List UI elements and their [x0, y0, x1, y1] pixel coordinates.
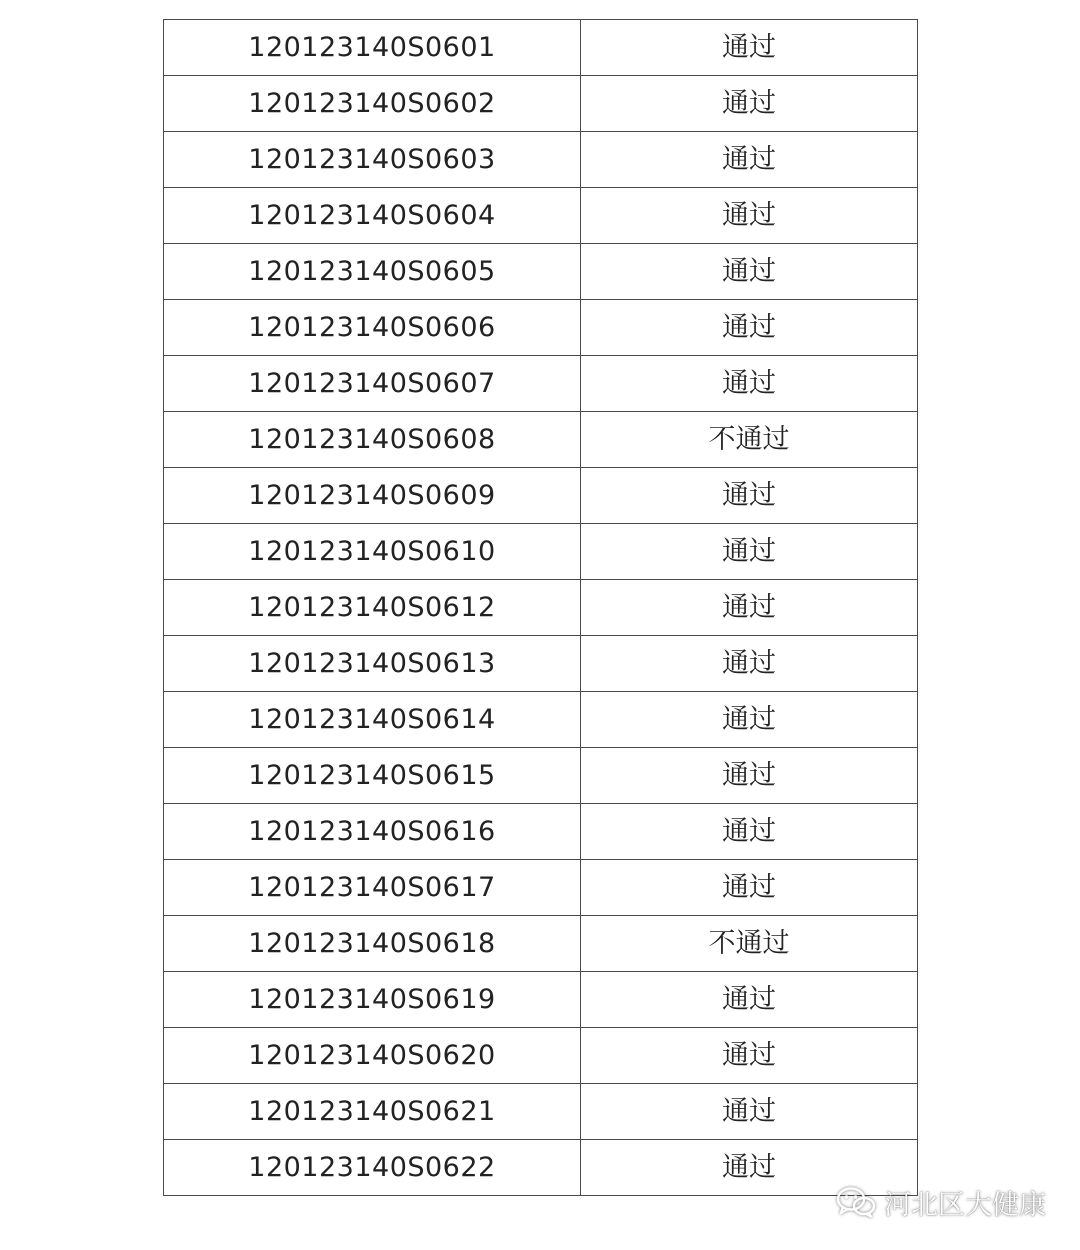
table-row [164, 860, 918, 916]
table-row [164, 916, 918, 972]
result-cell: 通过 [581, 1028, 918, 1084]
sample-id-cell: 120123140S0613 [164, 636, 581, 692]
result-cell: 通过 [581, 692, 918, 748]
result-cell: 通过 [581, 804, 918, 860]
table-row [164, 1140, 918, 1196]
table-row [164, 188, 918, 244]
table-row [164, 356, 918, 412]
sample-id-cell: 120123140S0601 [164, 20, 581, 76]
table-row [164, 1028, 918, 1084]
result-cell: 通过 [581, 20, 918, 76]
sample-id-cell: 120123140S0612 [164, 580, 581, 636]
table-row [164, 1084, 918, 1140]
result-cell: 通过 [581, 860, 918, 916]
table-row [164, 972, 918, 1028]
sample-id-cell: 120123140S0609 [164, 468, 581, 524]
sample-id-cell: 120123140S0617 [164, 860, 581, 916]
result-cell: 通过 [581, 300, 918, 356]
result-cell: 通过 [581, 748, 918, 804]
sample-id-cell: 120123140S0608 [164, 412, 581, 468]
sample-id-cell: 120123140S0605 [164, 244, 581, 300]
table-row [164, 244, 918, 300]
table-row [164, 692, 918, 748]
account-watermark [836, 1180, 1046, 1224]
sample-id-cell: 120123140S0622 [164, 1140, 581, 1196]
sample-id-cell: 120123140S0614 [164, 692, 581, 748]
table-row [164, 132, 918, 188]
sample-id-cell: 120123140S0615 [164, 748, 581, 804]
sample-id-cell: 120123140S0619 [164, 972, 581, 1028]
sample-id-cell: 120123140S0621 [164, 1084, 581, 1140]
sample-id-cell: 120123140S0602 [164, 76, 581, 132]
result-cell: 通过 [581, 1140, 918, 1196]
table-row [164, 468, 918, 524]
sample-id-cell: 120123140S0610 [164, 524, 581, 580]
table-row [164, 580, 918, 636]
result-cell: 通过 [581, 1084, 918, 1140]
result-cell: 不通过 [581, 916, 918, 972]
sample-id-cell: 120123140S0620 [164, 1028, 581, 1084]
result-cell: 通过 [581, 356, 918, 412]
result-cell: 通过 [581, 468, 918, 524]
result-cell: 不通过 [581, 412, 918, 468]
sample-id-cell: 120123140S0616 [164, 804, 581, 860]
result-cell: 通过 [581, 132, 918, 188]
table-row [164, 300, 918, 356]
results-table [163, 19, 918, 1196]
result-cell: 通过 [581, 188, 918, 244]
result-cell: 通过 [581, 580, 918, 636]
table-row [164, 76, 918, 132]
result-cell: 通过 [581, 76, 918, 132]
result-cell: 通过 [581, 972, 918, 1028]
result-cell: 通过 [581, 636, 918, 692]
table-row [164, 804, 918, 860]
sample-id-cell: 120123140S0604 [164, 188, 581, 244]
wechat-icon [836, 1186, 876, 1218]
sample-id-cell: 120123140S0618 [164, 916, 581, 972]
sample-id-cell: 120123140S0606 [164, 300, 581, 356]
table-row [164, 524, 918, 580]
table-row [164, 748, 918, 804]
table-row [164, 20, 918, 76]
result-cell: 通过 [581, 524, 918, 580]
table-row [164, 412, 918, 468]
watermark-text: 河北区大健康 [884, 1189, 1046, 1221]
sample-id-cell: 120123140S0603 [164, 132, 581, 188]
table-row [164, 636, 918, 692]
result-cell: 通过 [581, 244, 918, 300]
sample-id-cell: 120123140S0607 [164, 356, 581, 412]
results-table-body [164, 20, 918, 1196]
